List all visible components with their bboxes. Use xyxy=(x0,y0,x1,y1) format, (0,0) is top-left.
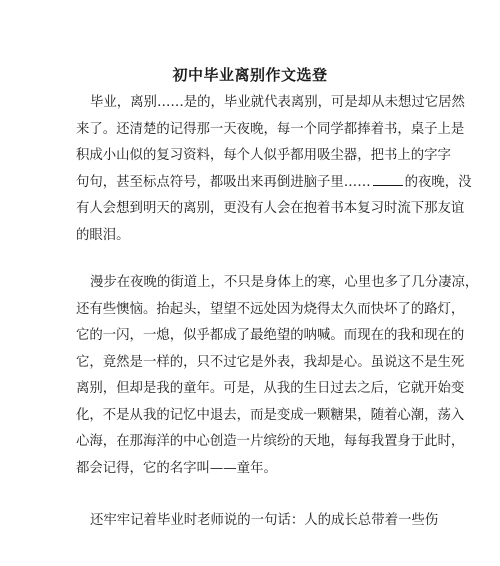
paragraph-1-line-4-text: 句句，甚至标点符号，都吸出来再倒进脑子里…… xyxy=(76,174,371,190)
paragraph-1-line-4 xyxy=(76,170,472,197)
paragraph-2-line-4: 它，竟然是一样的，只不过它是外表，我却是心。虽说这不是生死 xyxy=(76,354,465,370)
paragraph-1-line-5: 有人会想到明天的离别，更没有人会在抱着书本复习时流下那友谊 xyxy=(76,201,465,216)
paragraph-3-line-1: 还牢牢记着毕业时老师说的一句话：人的成长总带着一些伤 xyxy=(90,513,439,528)
document-title: 初中毕业离别作文选登 xyxy=(172,66,328,84)
paragraph-1-line-3: 积成小山似的复习资料，每个人似乎都用吸尘器，把书上的字字 xyxy=(76,148,451,163)
paragraph-2-line-3: 它的一闪，一熄，似乎都成了最绝望的呐喊。而现在的我和现在的 xyxy=(76,328,465,343)
paragraph-2-line-6: 化，不是从我的记忆中退去，而是变成一颗糖果，随着心潮，荡入 xyxy=(76,407,465,423)
paragraph-2-line-8: 都会记得，它的名字叫——童年。 xyxy=(76,460,277,476)
paragraph-2-line-2: 还有些懊恼。抬起头，望望不远处因为烧得太久而快坏了的路灯， xyxy=(76,301,465,317)
paragraph-2-line-1: 漫步在夜晚的街道上，不只是身体上的寒，心里也多了几分凄凉， xyxy=(90,275,479,290)
paragraph-1-line-1: 毕业，离别……是的，毕业就代表离别，可是却从未想过它居然 xyxy=(90,95,465,110)
paragraph-2-line-7: 心海，在那海洋的中心创造一片缤纷的天地，每每我置身于此时， xyxy=(76,434,465,449)
fill-in-blank xyxy=(373,173,403,186)
paragraph-1-line-6: 的眼泪。 xyxy=(76,227,130,243)
paragraph-1-line-2: 来了。还清楚的记得那一天夜晚，每一个同学都捧着书，桌子上是 xyxy=(76,121,465,137)
paragraph-2-line-5: 离别，但却是我的童年。可是，从我的生日过去之后，它就开始变 xyxy=(76,381,465,396)
paragraph-1 xyxy=(76,90,472,249)
paragraph-3 xyxy=(76,508,439,535)
paragraph-2 xyxy=(76,270,479,482)
paragraph-1-line-4-tail: 的夜晚，没 xyxy=(404,174,472,190)
